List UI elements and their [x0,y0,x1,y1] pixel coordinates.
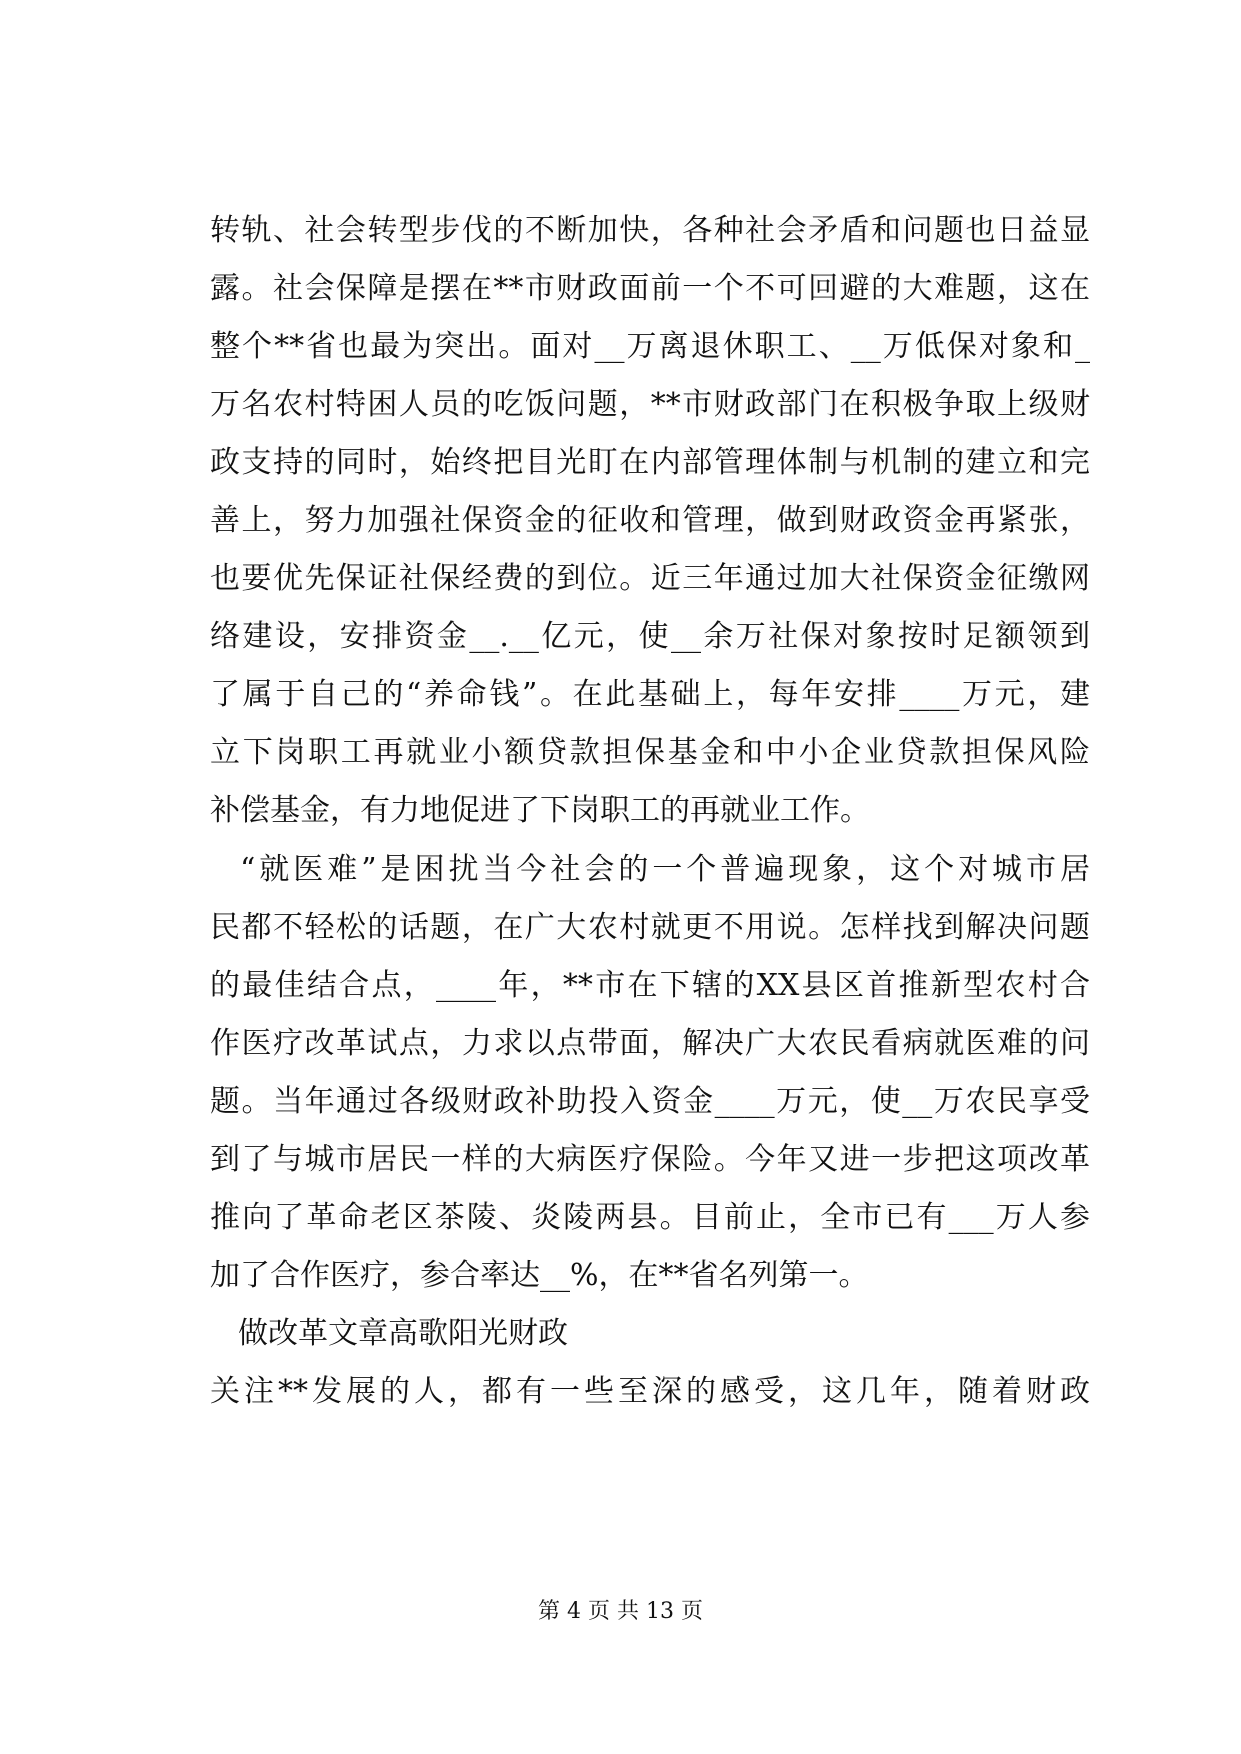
paragraph-line: 政支持的同时，始终把目光盯在内部管理体制与机制的建立和完 [210,445,1090,480]
paragraph-line: 转轨、社会转型步伐的不断加快，各种社会矛盾和问题也日益显 [210,213,1090,248]
page-number-footer: 第 4 页 共 13 页 [538,1599,703,1624]
section-heading: 做改革文章高歌阳光财政 [238,1316,568,1351]
paragraph-line: 万名农村特困人员的吃饭问题，**市财政部门在积极争取上级财 [210,387,1090,422]
paragraph-line: 补偿基金，有力地促进了下岗职工的再就业工作。 [210,793,870,828]
paragraph-line: 善上，努力加强社保资金的征收和管理，做到财政资金再紧张， [210,503,1090,538]
paragraph-line: 也要优先保证社保经费的到位。近三年通过加大社保资金征缴网 [210,561,1090,596]
paragraph-line: 立下岗职工再就业小额贷款担保基金和中小企业贷款担保风险 [210,735,1090,770]
paragraph-line: 了属于自己的“养命钱”。在此基础上，每年安排____万元，建 [210,677,1090,712]
paragraph-line: 露。社会保障是摆在**市财政面前一个不可回避的大难题，这在 [210,271,1090,306]
paragraph-line: 关注**发展的人，都有一些至深的感受，这几年，随着财政 [210,1374,1090,1409]
paragraph-line: 作医疗改革试点，力求以点带面，解决广大农民看病就医难的问 [210,1026,1090,1061]
paragraph-line: 整个**省也最为突出。面对__万离退休职工、__万低保对象和_ [210,329,1090,364]
paragraph-line: 民都不轻松的话题，在广大农村就更不用说。怎样找到解决问题 [210,910,1090,945]
paragraph-line: “就医难”是困扰当今社会的一个普遍现象，这个对城市居 [240,852,1090,887]
paragraph-line: 题。当年通过各级财政补助投入资金____万元，使__万农民享受 [210,1084,1090,1119]
paragraph-line: 到了与城市居民一样的大病医疗保险。今年又进一步把这项改革 [210,1142,1090,1177]
paragraph-line: 的最佳结合点，____年，**市在下辖的XX县区首推新型农村合 [210,968,1090,1003]
paragraph-line: 加了合作医疗，参合率达__%，在**省名列第一。 [210,1258,869,1293]
paragraph-line: 推向了革命老区茶陵、炎陵两县。目前止，全市已有___万人参 [210,1200,1090,1235]
paragraph-line: 络建设，安排资金__.__亿元，使__余万社保对象按时足额领到 [210,619,1090,654]
